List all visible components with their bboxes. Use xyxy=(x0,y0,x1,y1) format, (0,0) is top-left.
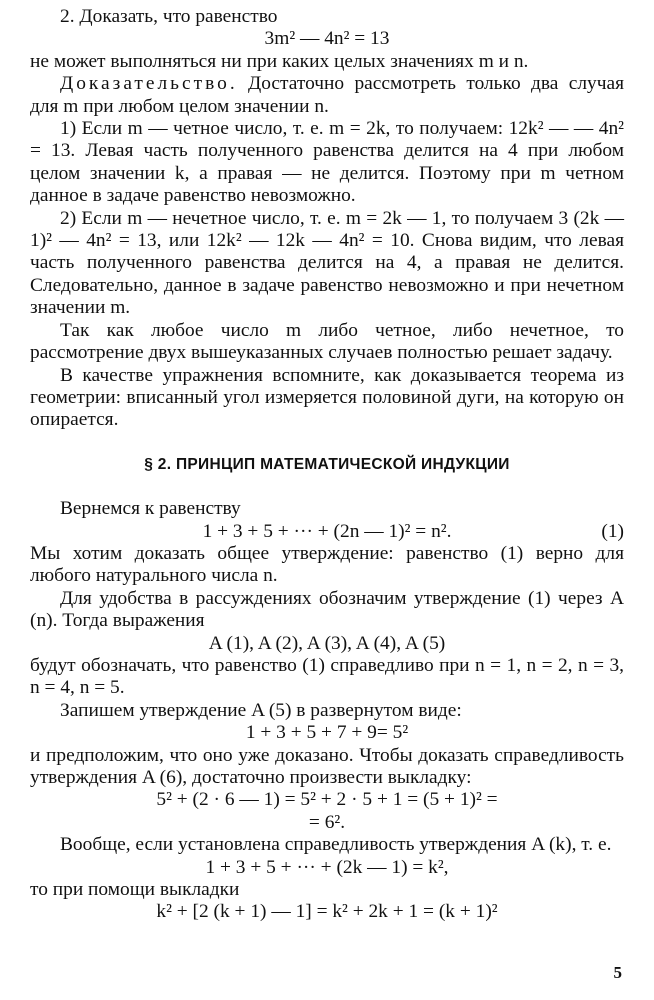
proof-case-2: 2) Если m — нечетное число, т. е. m = 2k — 1, то получаем 3 (2k — 1)² — 4n² = 13, или 12k² — 12k — 4n² = 10. Снова видим, что левая часть полученного равенства делится на 4, а правая не делится. Следовательно, данное в задаче равенство невозможно и при нечетном значении m. xyxy=(30,207,624,319)
section-paragraph-8: то при помощи выкладки xyxy=(30,879,240,901)
section-paragraph-4: будут обозначать, что равенство (1) справедливо при n = 1, n = 2, n = 3, n = 4, n = 5. xyxy=(30,654,624,699)
equation-1: 1 + 3 + 5 + ··· + (2n — 1)² = n². xyxy=(202,520,452,542)
problem-equation: 3m² — 4n² = 13 xyxy=(264,28,390,50)
page-text xyxy=(30,6,624,924)
equation-1-number: (1) xyxy=(601,520,624,542)
proof-intro: Достаточно рассмотреть только два случая для m при любом целом значении n. xyxy=(30,73,624,117)
section-paragraph-3: Для удобства в рассуждениях обозначим утверждение (1) через A (n). Тогда выражения xyxy=(30,587,624,632)
section-paragraph-1: Вернемся к равенству xyxy=(60,498,241,520)
equation-2: 1 + 3 + 5 + 7 + 9= 5² xyxy=(245,722,409,744)
problem-statement-end: не может выполняться ни при каких целых значениях m и n. xyxy=(30,50,529,72)
equation-5: k² + [2 (k + 1) — 1] = k² + 2k + 1 = (k + 1)² xyxy=(156,901,498,923)
page-number: 5 xyxy=(613,963,622,982)
problem-statement: 2. Доказать, что равенство xyxy=(60,6,278,27)
expression-list: A (1), A (2), A (3), A (4), A (5) xyxy=(208,632,446,654)
equation-1-line xyxy=(30,521,624,543)
equation-4: 1 + 3 + 5 + ··· + (2k — 1) = k², xyxy=(205,856,449,878)
section-paragraph-5: Запишем утверждение A (5) в развернутом виде: xyxy=(60,699,462,721)
equation-3-line-1: 5² + (2 · 6 — 1) = 5² + 2 · 5 + 1 = (5 + 1)² = xyxy=(156,789,498,811)
section-paragraph-2: Мы хотим доказать общее утверждение: равенство (1) верно для любого натурального числа n. xyxy=(30,542,624,587)
proof-case-1: 1) Если m — четное число, т. е. m = 2k, то получаем: 12k² — — 4n² = 13. Левая часть полученного равенства делится на 4 при любом целом значении k, а правая — не делится. Поэтому при m четном данное в задаче равенство невозможно. xyxy=(30,118,624,207)
proof-intro-paragraph xyxy=(30,73,624,118)
section-paragraph-6: и предположим, что оно уже доказано. Чтобы доказать справедливость утверждения A (6), достаточно произвести выкладку: xyxy=(30,744,624,788)
proof-conclusion: Так как любое число m либо четное, либо нечетное, то рассмотрение двух вышеуказанных случаев полностью решает задачу. xyxy=(30,319,624,364)
section-paragraph-7: Вообще, если установлена справедливость утверждения A (k), т. е. xyxy=(60,834,612,856)
equation-3-line-2: = 6². xyxy=(308,811,346,833)
proof-label: Доказательство. xyxy=(60,73,238,95)
exercise-paragraph: В качестве упражнения вспомните, как доказывается теорема из геометрии: вписанный угол измеряется половиной дуги, на которую он опирается. xyxy=(30,364,624,431)
section-heading: § 2. ПРИНЦИП МАТЕМАТИЧЕСКОЙ ИНДУКЦИИ xyxy=(144,455,510,473)
